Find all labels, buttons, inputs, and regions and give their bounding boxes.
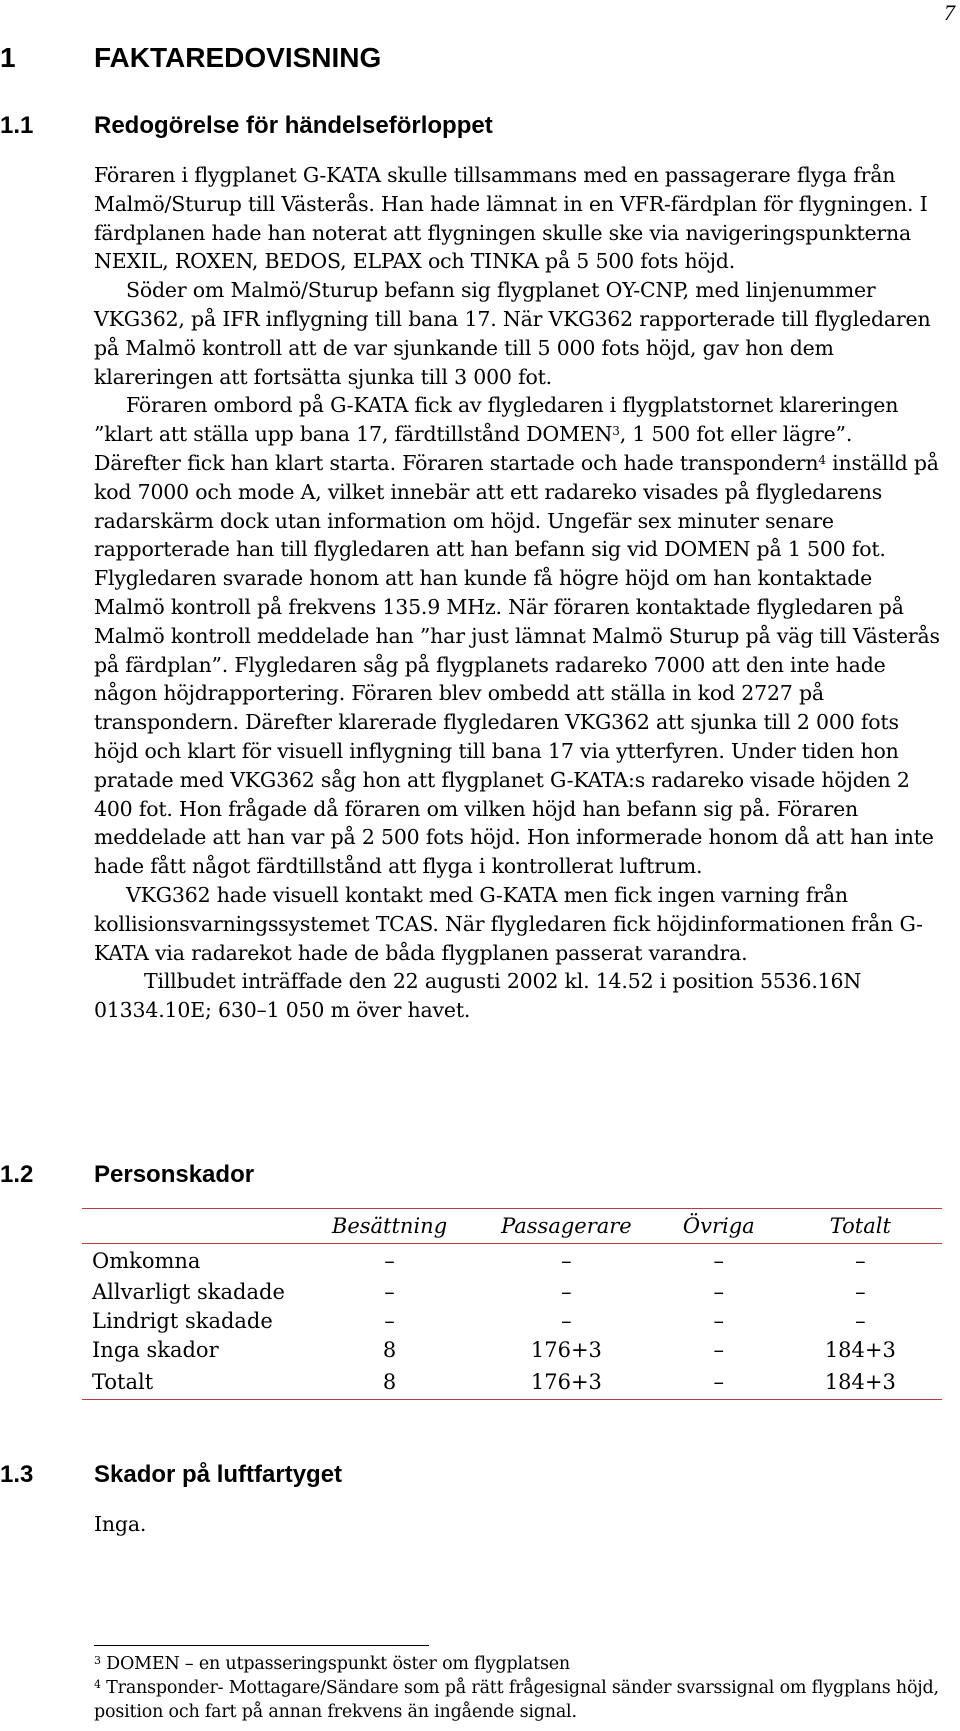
table-cell: 184+3 [779,1365,942,1400]
footnote-divider [94,1645,429,1646]
table-cell: – [561,1280,572,1304]
page-number: 7 [944,0,955,25]
section-title: FAKTAREDOVISNING [94,42,382,73]
paragraph-1: Föraren i flygplanet G-KATA skulle tillsammans med en passagerare flyga från Malmö/Sturup till Västerås. Han hade lämnat in en VFR-färdplan för flygningen. I färdplanen hade han noterat att flygningen skulle ske via navigeringspunkterna NEXIL, ROXEN, BEDOS, ELPAX och TINKA på 5 500 fots höjd. [94,163,928,274]
table-header [82,1209,305,1244]
paragraph-3-part-a: Föraren ombord på G-KATA fick av flygledaren i flygplatstornet klareringen ”klart att ställa upp bana 17, färdtillstånd DOMEN [94,393,899,447]
subsection-number: 1.1 [0,112,34,139]
table-header-row [82,1209,942,1244]
table-cell: – [855,1248,866,1273]
table-row [82,1244,942,1278]
table-cell: – [384,1280,395,1304]
footnote-4 [94,1676,954,1724]
narrative-text [94,161,942,1025]
row-label: Inga skador [92,1338,219,1362]
table-cell: – [713,1248,725,1273]
subsection-title: Redogörelse för händelseförloppet [94,112,493,139]
table-row [82,1307,942,1336]
row-label: Omkomna [92,1248,201,1273]
damage-text [94,1510,942,1539]
footnote-ref-4[interactable]: 4 [818,452,826,467]
footnote-3 [94,1652,954,1676]
injuries-table [82,1208,942,1400]
table-header: Passagerare [474,1209,659,1244]
damage-paragraph: Inga. [94,1512,147,1536]
table-header: Totalt [779,1209,942,1244]
row-label: Lindrigt skadade [92,1309,273,1333]
table-cell: – [384,1248,395,1273]
table-cell: – [659,1365,779,1400]
table-cell: 184+3 [824,1338,896,1362]
subsection-title: Skador på luftfartyget [94,1461,343,1488]
table-cell: 8 [382,1338,397,1362]
footnotes [94,1652,954,1724]
row-label: Totalt [82,1365,305,1400]
footnote-text: DOMEN – en utpasseringspunkt öster om flygplatsen [100,1654,571,1674]
table-cell: – [713,1309,725,1333]
paragraph-4: VKG362 hade visuell kontakt med G-KATA men fick ingen varning från kollisionsvarningssystemet TCAS. När flygledaren fick höjdinformationen från G-KATA via radarekot hade de båda flygplanen passerat varandra. [94,882,923,965]
paragraph-2: Söder om Malmö/Sturup befann sig flygplanet OY-CNP, med linjenummer VKG362, på IFR inflygning till bana 17. När VKG362 rapporterade till flygledaren på Malmö kontroll att de var sjunkande till 5 000 fots höjd, gav hon dem klareringen att fortsätta sjunka till 3 000 fot. [94,278,931,389]
subsection-number: 1.2 [0,1161,34,1188]
table-row-total [82,1365,942,1400]
paragraph-5: Tillbudet inträffade den 22 augusti 2002 kl. 14.52 i position 5536.16N 01334.10E; 630–1 050 m över havet. [94,969,862,1023]
table-cell: – [384,1309,395,1333]
table-cell: – [561,1309,572,1333]
table-header: Besättning [305,1209,474,1244]
paragraph-3-part-c: inställd på kod 7000 och mode A, vilket innebär att ett radareko visades på flygledarens radarskärm dock utan information om höjd. Ungefär sex minuter senare rapporterade han till flygledaren att han befann sig vid DOMEN på 1 500 fot. Flygledaren svarade honom att han kunde få högre höjd om han kontaktade Malmö kontroll på frekvens 135.9 MHz. När föraren kontaktade flygledaren på Malmö kontroll meddelade han ”har just lämnat Malmö Sturup på väg till Västerås på färdplan”. Flygledaren såg på flygplanets radareko 7000 att den inte hade någon höjdrapportering. Föraren blev ombedd att ställa in kod 2727 på transpondern. Därefter klarerade flygledaren VKG362 att sjunka till 2 000 fots höjd och klart för visuell inflygning till bana 17 via ytterfyren. Under tiden hon pratade med VKG362 såg hon att flygplanet G-KATA:s radareko visade höjden 2 400 fot. Hon frågade då föraren om vilken höjd han befann sig på. Föraren meddelade att han var på 2 500 fots höjd. Hon informerade honom då att han inte hade fått något färdtillstånd att flyga i kontrollerat luftrum. [94,450,940,879]
table-row [82,1278,942,1307]
table-cell: – [713,1338,725,1362]
subsection-number: 1.3 [0,1461,34,1488]
paragraph-3-part-b: , 1 500 fot eller lägre”. Därefter fick han klart starta. Föraren startade och hade transpondern [94,422,853,475]
table-cell: 176+3 [530,1338,602,1362]
table-cell: – [855,1280,866,1304]
paragraph-3 [94,391,942,881]
table-cell: – [561,1248,572,1273]
row-label: Allvarligt skadade [92,1280,285,1304]
table-header: Övriga [659,1209,779,1244]
table-row [82,1336,942,1365]
table-cell: 8 [305,1365,474,1400]
footnote-mark: 3 [94,1654,101,1667]
subsection-title: Personskador [94,1161,255,1188]
footnote-mark: 4 [94,1678,101,1691]
section-number: 1 [0,42,16,73]
table-cell: 176+3 [474,1365,659,1400]
footnote-ref-3[interactable]: 3 [612,424,620,439]
table-cell: – [713,1280,725,1304]
table-cell: – [855,1309,866,1333]
footnote-text: Transponder- Mottagare/Sändare som på rätt frågesignal sänder svarssignal om flygplans höjd, position och fart på annan frekvens än ingående signal. [94,1678,939,1722]
